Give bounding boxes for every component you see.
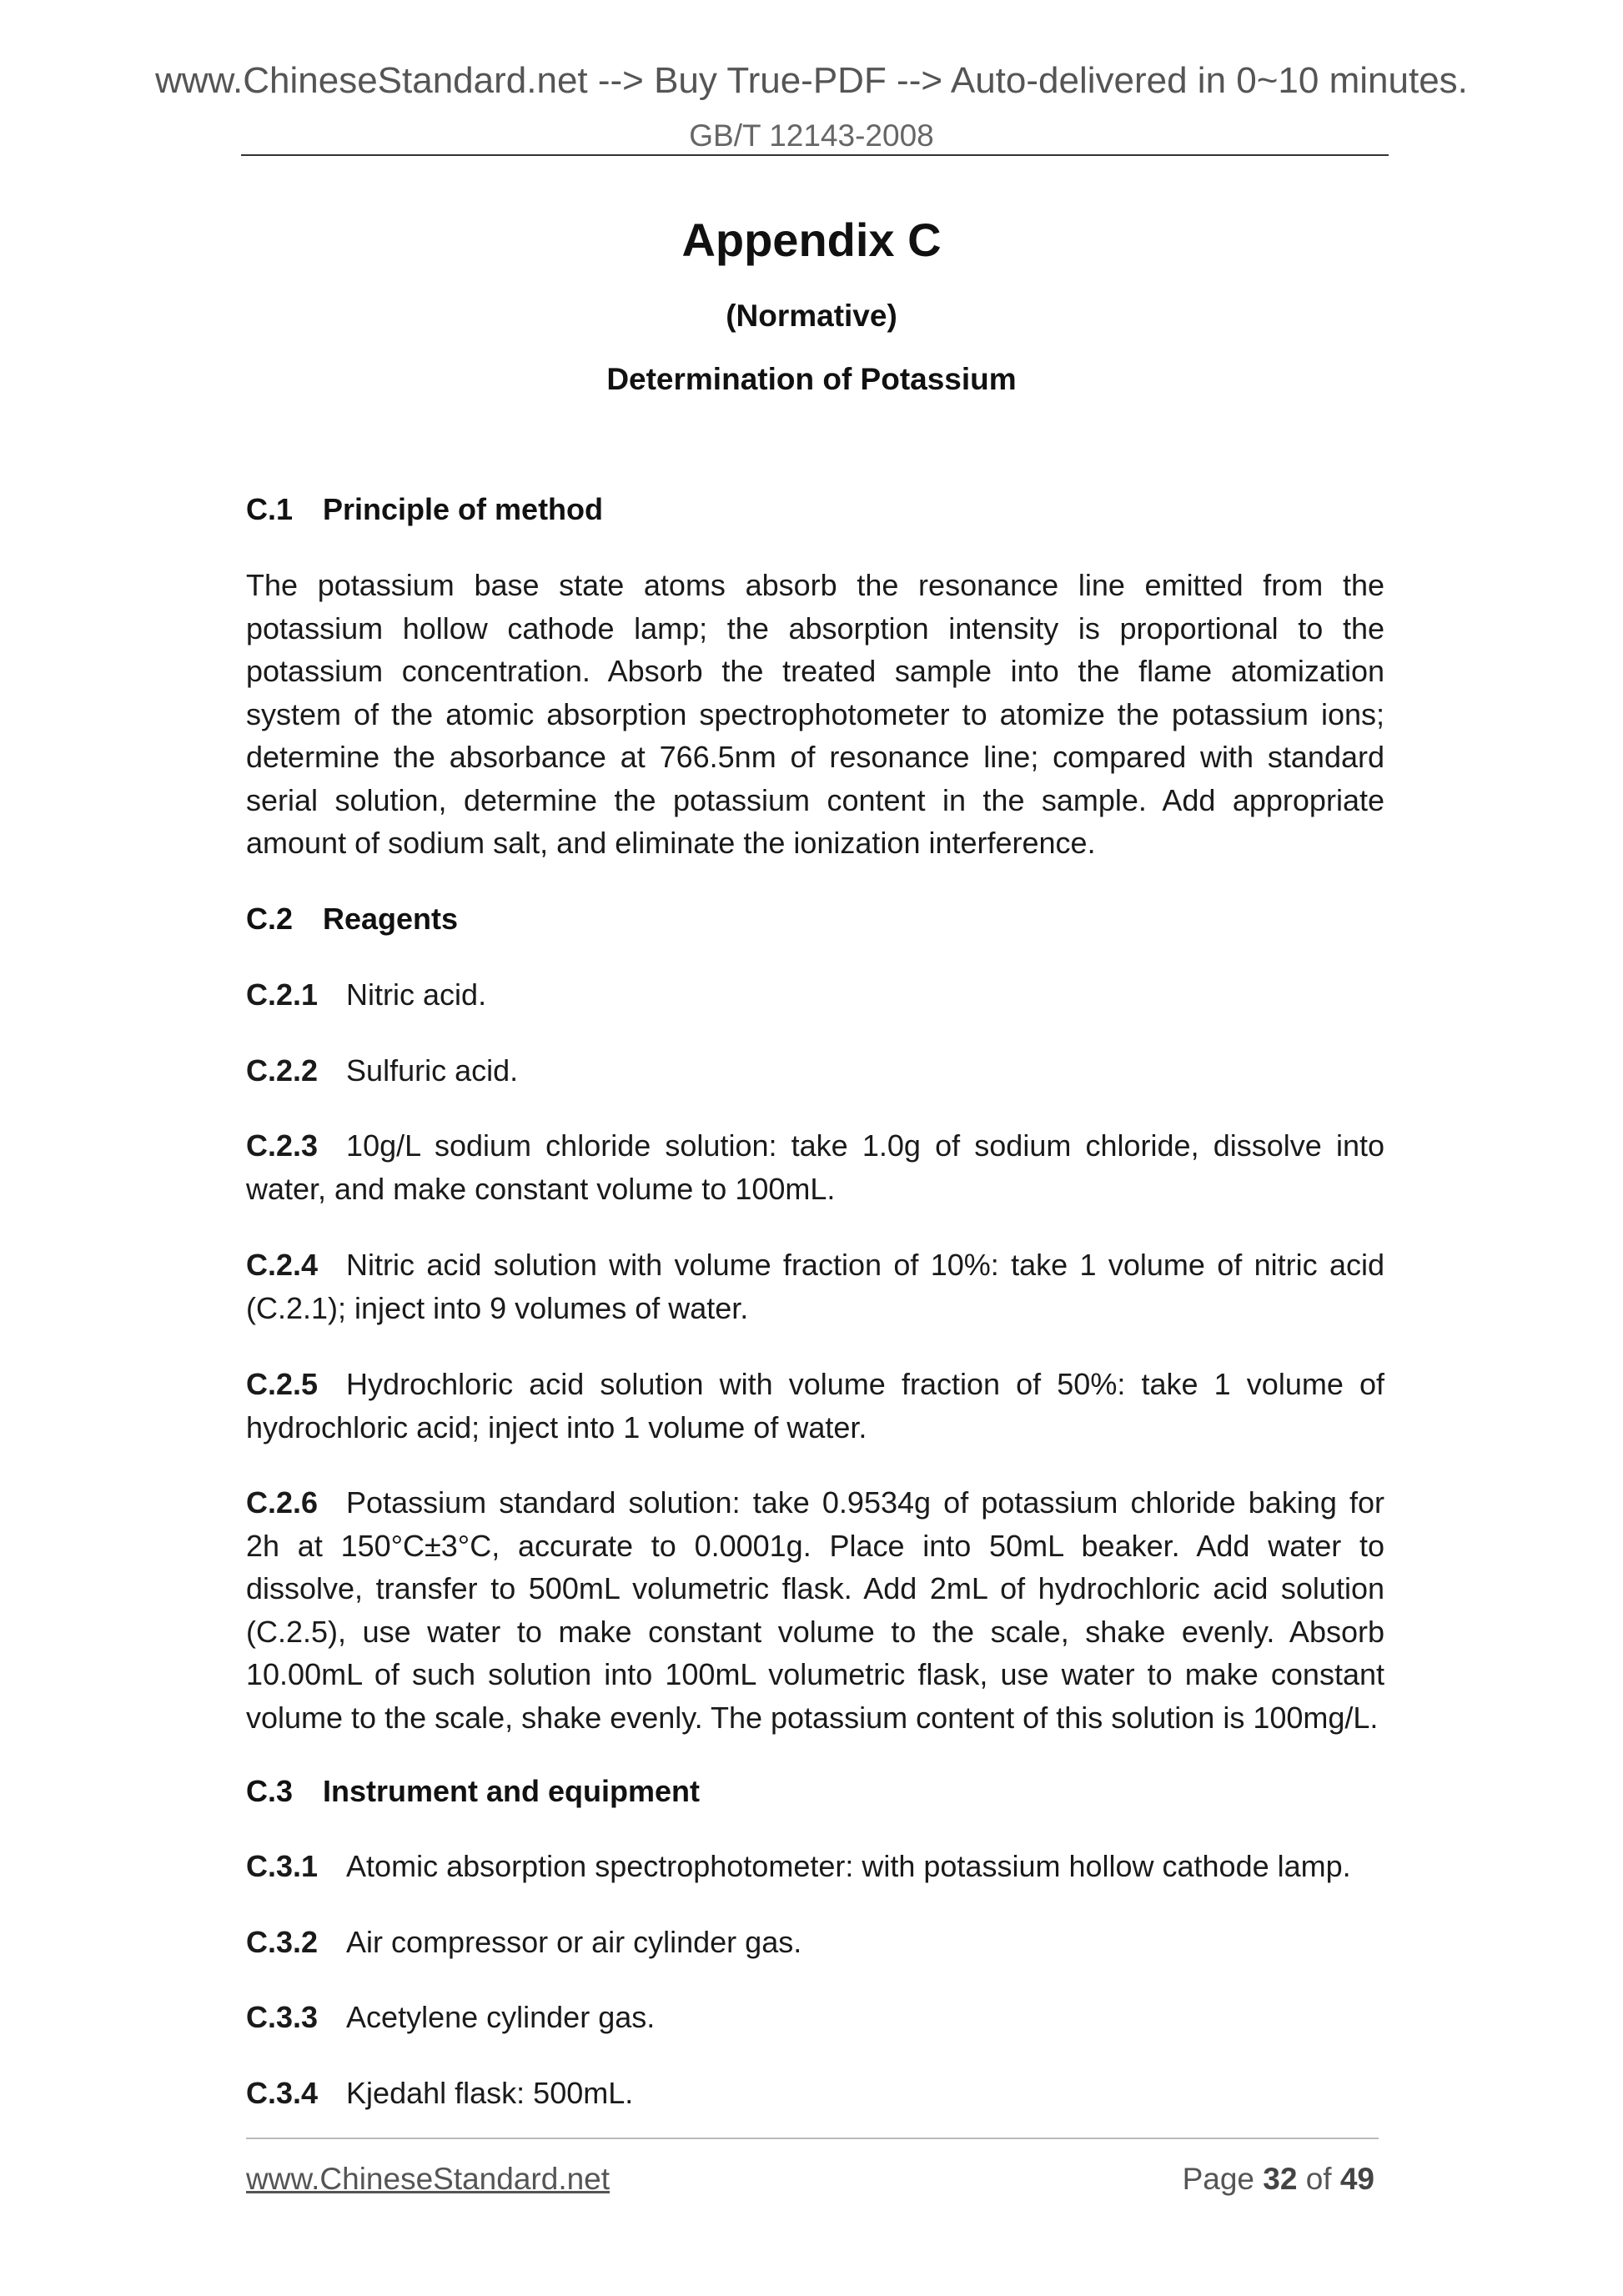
section-title: Reagents [323,902,459,936]
footer-site-link[interactable]: www.ChineseStandard.net [246,2162,611,2196]
clause-number: C.2.4 [246,1248,319,1282]
appendix-subject: Determination of Potassium [606,362,1017,396]
clause-text: Air compressor or air cylinder gas. [346,1925,802,1959]
clause-number: C.3.1 [246,1849,319,1883]
page-number [1183,2162,1374,2197]
clause-text: Nitric acid. [346,977,487,1012]
clause-number: C.2.1 [246,977,319,1012]
clause-text: Sulfuric acid. [346,1053,519,1088]
clause-c3-4 [246,2072,1384,2115]
page-label: Page [1182,2162,1254,2196]
standard-code: GB/T 12143-2008 [689,118,934,153]
normative-label: (Normative) [726,299,897,333]
clause-c2-2 [246,1049,1384,1093]
page-of: of [1305,2162,1332,2196]
principle-paragraph: The potassium base state atoms absorb the resonance line emitted from the potassium hollow cathode lamp; the absorption intensity is proportional to the potassium concentration. Absorb the treated sample into the flame atomization system of the atomic absorption spectrophotometer to atomize the potassium ions; determine the absorbance at 766.5nm of resonance line; compared with standard serial solution, determine the potassium content in the sample. Add appropriate amount of sodium salt, and eliminate the ionization interference. [246,568,1384,860]
clause-text: 10g/L sodium chloride solution: take 1.0g of sodium chloride, dissolve into water, and make constant volume to 100mL. [246,1128,1384,1206]
page-title: Appendix C [681,214,942,266]
page-total: 49 [1339,2162,1374,2196]
section-number: C.2 [246,902,294,936]
clause-text: Acetylene cylinder gas. [346,2000,656,2034]
clause-c2-4 [246,1243,1384,1329]
clause-text: Potassium standard solution: take 0.9534g of potassium chloride baking for 2h at 150°C±3°C, accurate to 0.0001g. Place into 50mL beaker. Add water to dissolve, transfer to 500mL volumetric flask. Add 2mL of hydrochloric acid solution (C.2.5), use water to make constant volume to the scale, shake evenly. Absorb 10.00mL of such solution into 100mL volumetric flask, use water to make constant volume to the scale, shake evenly. The potassium content of this solution is 100mg/L. [246,1485,1384,1735]
section-number: C.1 [246,492,294,526]
clause-c2-6 [246,1481,1384,1739]
clause-c2-5 [246,1363,1384,1449]
clause-number: C.3.2 [246,1925,319,1959]
clause-text: Atomic absorption spectrophotometer: with potassium hollow cathode lamp. [346,1849,1351,1883]
clause-text: Nitric acid solution with volume fraction of 10%: take 1 volume of nitric acid (C.2.1); inject into 9 volumes of water. [246,1248,1384,1325]
footer-divider [246,2138,1379,2139]
clause-number: C.2.2 [246,1053,319,1088]
clause-c3-3 [246,1996,1384,2039]
clause-text: Kjedahl flask: 500mL. [346,2076,634,2110]
clause-number: C.2.3 [246,1128,319,1163]
clause-c2-3 [246,1124,1384,1210]
section-title: Principle of method [323,492,604,526]
section-heading-c2 [246,902,458,937]
page-current: 32 [1263,2162,1298,2196]
clause-number: C.3.3 [246,2000,319,2034]
section-heading-c3 [246,1774,700,1809]
clause-c2-1 [246,973,1384,1017]
section-number: C.3 [246,1774,294,1808]
clause-c3-2 [246,1921,1384,1964]
clause-number: C.3.4 [246,2076,319,2110]
header-promo-text: www.ChineseStandard.net --> Buy True-PDF --> Auto-delivered in 0~10 minutes. [155,60,1468,101]
section-title: Instrument and equipment [323,1774,701,1808]
section-heading-c1 [246,492,603,527]
header-divider [241,154,1389,156]
clause-text: Hydrochloric acid solution with volume fraction of 50%: take 1 volume of hydrochloric acid; inject into 1 volume of water. [246,1367,1384,1444]
clause-c3-1 [246,1845,1384,1888]
clause-number: C.2.5 [246,1367,319,1401]
clause-number: C.2.6 [246,1485,319,1520]
